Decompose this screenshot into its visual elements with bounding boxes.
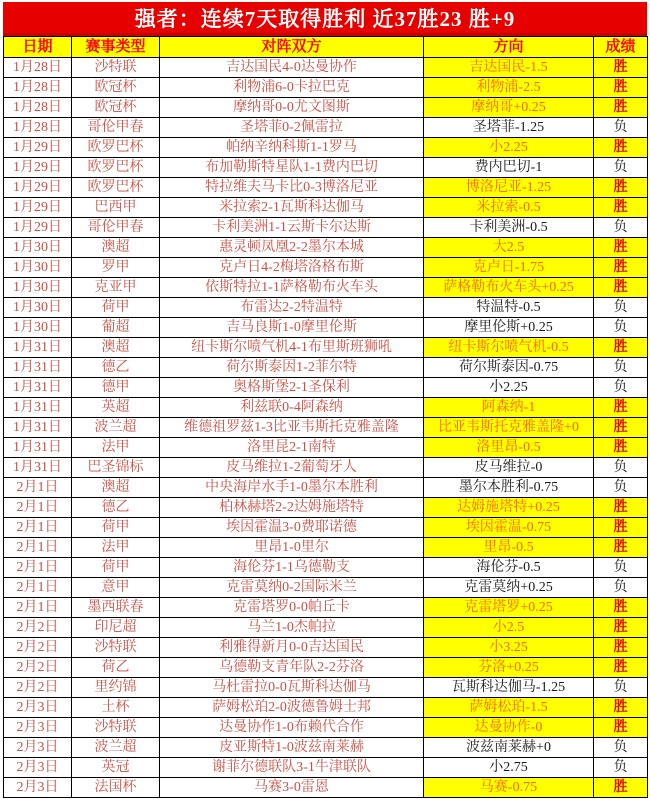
date-cell: 1月28日 [4, 118, 72, 138]
result-cell: 负 [594, 378, 648, 398]
banner [3, 2, 647, 36]
table-row [4, 318, 648, 338]
match-cell: 里昂1-0里尔 [160, 538, 424, 558]
direction-cell: 里昂-0.5 [424, 538, 594, 558]
table-row [4, 58, 648, 78]
result-cell: 负 [594, 578, 648, 598]
direction-cell: 海伦芬-0.5 [424, 558, 594, 578]
date-cell: 1月30日 [4, 238, 72, 258]
table-row [4, 478, 648, 498]
result-cell: 负 [594, 218, 648, 238]
table-row [4, 558, 648, 578]
table-row [4, 718, 648, 738]
match-cell: 谢菲尔德联队3-1牛津联队 [160, 758, 424, 778]
direction-cell: 波兹南莱赫+0 [424, 738, 594, 758]
direction-cell: 达姆施塔特+0.25 [424, 498, 594, 518]
date-cell: 2月3日 [4, 698, 72, 718]
result-cell: 负 [594, 298, 648, 318]
direction-cell: 马赛-0.75 [424, 778, 594, 798]
table-row [4, 78, 648, 98]
league-cell: 欧罗巴杯 [72, 158, 160, 178]
match-cell: 卡利美洲1-1云斯卡尔达斯 [160, 218, 424, 238]
direction-cell: 克卢日-1.75 [424, 258, 594, 278]
date-cell: 1月31日 [4, 458, 72, 478]
match-cell: 利雅得新月0-0吉达国民 [160, 638, 424, 658]
direction-cell: 小2.25 [424, 378, 594, 398]
league-cell: 荷甲 [72, 298, 160, 318]
result-cell: 负 [594, 478, 648, 498]
direction-cell: 萨姆松珀-1.5 [424, 698, 594, 718]
league-cell: 德乙 [72, 498, 160, 518]
direction-cell: 圣塔菲-1.25 [424, 118, 594, 138]
table-row [4, 158, 648, 178]
result-cell: 负 [594, 118, 648, 138]
date-cell: 1月31日 [4, 378, 72, 398]
table-row [4, 258, 648, 278]
direction-cell: 卡利美洲-0.5 [424, 218, 594, 238]
direction-cell: 纽卡斯尔喷气机-0.5 [424, 338, 594, 358]
result-cell: 负 [594, 158, 648, 178]
direction-cell: 特温特-0.5 [424, 298, 594, 318]
match-cell: 萨姆松珀2-0波德鲁姆士邦 [160, 698, 424, 718]
table-row [4, 398, 648, 418]
league-cell: 沙特联 [72, 638, 160, 658]
league-cell: 罗甲 [72, 258, 160, 278]
result-cell: 胜 [594, 718, 648, 738]
league-cell: 澳超 [72, 238, 160, 258]
result-cell: 胜 [594, 618, 648, 638]
banner-title: 强者：连续7天取得胜利 近37胜23 胜+9 [134, 6, 516, 31]
direction-cell: 荷尔斯泰因-0.75 [424, 358, 594, 378]
date-cell: 1月30日 [4, 298, 72, 318]
header-row [4, 37, 648, 58]
direction-cell: 小3.25 [424, 638, 594, 658]
match-cell: 吉马良斯1-0摩里伦斯 [160, 318, 424, 338]
col-header-result: 成绩 [594, 37, 648, 58]
match-cell: 布雷达2-2特温特 [160, 298, 424, 318]
direction-cell: 小2.25 [424, 138, 594, 158]
match-cell: 依斯特拉1-1萨格勒布火车头 [160, 278, 424, 298]
result-cell: 胜 [594, 598, 648, 618]
table-row [4, 218, 648, 238]
direction-cell: 达曼协作-0 [424, 718, 594, 738]
date-cell: 1月28日 [4, 78, 72, 98]
table-body [4, 58, 648, 798]
match-cell: 马赛3-0雷恩 [160, 778, 424, 798]
col-header-date: 日期 [4, 37, 72, 58]
league-cell: 澳超 [72, 478, 160, 498]
table-row [4, 638, 648, 658]
date-cell: 1月29日 [4, 198, 72, 218]
date-cell: 1月31日 [4, 358, 72, 378]
date-cell: 1月28日 [4, 98, 72, 118]
table-row [4, 178, 648, 198]
direction-cell: 比亚韦斯托克雅盖隆+0 [424, 418, 594, 438]
direction-cell: 萨格勒布火车头+0.25 [424, 278, 594, 298]
date-cell: 2月3日 [4, 718, 72, 738]
date-cell: 1月29日 [4, 158, 72, 178]
match-cell: 帕纳辛纳科斯1-1罗马 [160, 138, 424, 158]
match-cell: 中央海岸水手1-0墨尔本胜利 [160, 478, 424, 498]
date-cell: 2月1日 [4, 538, 72, 558]
result-cell: 负 [594, 738, 648, 758]
result-cell: 负 [594, 458, 648, 478]
league-cell: 法甲 [72, 538, 160, 558]
date-cell: 1月29日 [4, 178, 72, 198]
league-cell: 葡超 [72, 318, 160, 338]
table-row [4, 658, 648, 678]
date-cell: 2月1日 [4, 578, 72, 598]
table-row [4, 118, 648, 138]
col-header-league: 赛事类型 [72, 37, 160, 58]
league-cell: 波兰超 [72, 738, 160, 758]
league-cell: 沙特联 [72, 58, 160, 78]
league-cell: 克亚甲 [72, 278, 160, 298]
table-row [4, 418, 648, 438]
table-row [4, 778, 648, 798]
table-row [4, 758, 648, 778]
result-cell: 胜 [594, 778, 648, 798]
date-cell: 2月1日 [4, 558, 72, 578]
direction-cell: 费内巴切-1 [424, 158, 594, 178]
match-cell: 皮亚斯特1-0波兹南莱赫 [160, 738, 424, 758]
date-cell: 1月30日 [4, 258, 72, 278]
match-cell: 海伦芬1-1乌德勒支 [160, 558, 424, 578]
direction-cell: 小2.5 [424, 618, 594, 638]
league-cell: 巴圣锦标 [72, 458, 160, 478]
date-cell: 2月3日 [4, 738, 72, 758]
league-cell: 意甲 [72, 578, 160, 598]
result-cell: 胜 [594, 438, 648, 458]
league-cell: 沙特联 [72, 718, 160, 738]
result-cell: 胜 [594, 98, 648, 118]
date-cell: 1月31日 [4, 398, 72, 418]
match-cell: 摩纳哥0-0尤文图斯 [160, 98, 424, 118]
col-header-match: 对阵双方 [160, 37, 424, 58]
league-cell: 欧冠杯 [72, 98, 160, 118]
match-cell: 圣塔菲0-2佩雷拉 [160, 118, 424, 138]
league-cell: 欧罗巴杯 [72, 178, 160, 198]
direction-cell: 芬洛+0.25 [424, 658, 594, 678]
league-cell: 澳超 [72, 338, 160, 358]
league-cell: 荷乙 [72, 658, 160, 678]
date-cell: 2月1日 [4, 518, 72, 538]
match-cell: 马杜雷拉0-0瓦斯科达伽马 [160, 678, 424, 698]
table-row [4, 678, 648, 698]
match-cell: 纽卡斯尔喷气机4-1布里斯班狮吼 [160, 338, 424, 358]
league-cell: 巴西甲 [72, 198, 160, 218]
result-cell: 负 [594, 358, 648, 378]
direction-cell: 阿森纳-1 [424, 398, 594, 418]
direction-cell: 埃因霍温-0.75 [424, 518, 594, 538]
date-cell: 2月2日 [4, 618, 72, 638]
table-row [4, 338, 648, 358]
date-cell: 2月2日 [4, 638, 72, 658]
league-cell: 欧冠杯 [72, 78, 160, 98]
table-row [4, 618, 648, 638]
league-cell: 荷甲 [72, 558, 160, 578]
direction-cell: 大2.5 [424, 238, 594, 258]
match-cell: 克卢日4-2梅塔洛格布斯 [160, 258, 424, 278]
match-cell: 利兹联0-4阿森纳 [160, 398, 424, 418]
result-cell: 负 [594, 678, 648, 698]
direction-cell: 博洛尼亚-1.25 [424, 178, 594, 198]
league-cell: 墨西联春 [72, 598, 160, 618]
direction-cell: 利物浦-2.5 [424, 78, 594, 98]
result-cell: 胜 [594, 418, 648, 438]
result-cell: 负 [594, 318, 648, 338]
date-cell: 1月30日 [4, 318, 72, 338]
direction-cell: 摩纳哥+0.25 [424, 98, 594, 118]
direction-cell: 墨尔本胜利-0.75 [424, 478, 594, 498]
table-row [4, 198, 648, 218]
match-cell: 利物浦6-0卡拉巴克 [160, 78, 424, 98]
table-row [4, 438, 648, 458]
direction-cell: 米拉索-0.5 [424, 198, 594, 218]
league-cell: 欧罗巴杯 [72, 138, 160, 158]
result-cell: 胜 [594, 698, 648, 718]
table-row [4, 738, 648, 758]
table-row [4, 378, 648, 398]
table-row [4, 358, 648, 378]
league-cell: 法甲 [72, 438, 160, 458]
result-cell: 负 [594, 758, 648, 778]
result-cell: 胜 [594, 58, 648, 78]
table-row [4, 538, 648, 558]
table-row [4, 498, 648, 518]
date-cell: 1月29日 [4, 218, 72, 238]
table-row [4, 578, 648, 598]
league-cell: 英冠 [72, 758, 160, 778]
match-cell: 皮马维拉1-2葡萄牙人 [160, 458, 424, 478]
direction-cell: 皮马维拉-0 [424, 458, 594, 478]
date-cell: 1月30日 [4, 278, 72, 298]
result-cell: 胜 [594, 338, 648, 358]
direction-cell: 瓦斯科达伽马-1.25 [424, 678, 594, 698]
match-cell: 埃因霍温3-0费耶诺德 [160, 518, 424, 538]
direction-cell: 吉达国民-1.5 [424, 58, 594, 78]
result-cell: 负 [594, 558, 648, 578]
match-cell: 布加勒斯特星队1-1费内巴切 [160, 158, 424, 178]
table-row [4, 518, 648, 538]
table-row [4, 278, 648, 298]
league-cell: 里约锦 [72, 678, 160, 698]
league-cell: 哥伦甲春 [72, 118, 160, 138]
result-cell: 胜 [594, 498, 648, 518]
match-cell: 克雷莫纳0-2国际米兰 [160, 578, 424, 598]
result-cell: 胜 [594, 518, 648, 538]
date-cell: 2月1日 [4, 478, 72, 498]
date-cell: 2月2日 [4, 658, 72, 678]
date-cell: 2月2日 [4, 678, 72, 698]
match-cell: 米拉索2-1瓦斯科达伽马 [160, 198, 424, 218]
direction-cell: 克雷莫纳+0.25 [424, 578, 594, 598]
result-cell: 胜 [594, 78, 648, 98]
table-row [4, 138, 648, 158]
league-cell: 印尼超 [72, 618, 160, 638]
result-cell: 胜 [594, 138, 648, 158]
direction-cell: 摩里伦斯+0.25 [424, 318, 594, 338]
date-cell: 2月1日 [4, 598, 72, 618]
table-row [4, 598, 648, 618]
date-cell: 1月31日 [4, 418, 72, 438]
table-row [4, 458, 648, 478]
result-cell: 胜 [594, 278, 648, 298]
league-cell: 土杯 [72, 698, 160, 718]
date-cell: 2月1日 [4, 498, 72, 518]
direction-cell: 小2.75 [424, 758, 594, 778]
col-header-direction: 方向 [424, 37, 594, 58]
result-cell: 胜 [594, 198, 648, 218]
league-cell: 哥伦甲春 [72, 218, 160, 238]
match-cell: 洛里昆2-1南特 [160, 438, 424, 458]
league-cell: 德乙 [72, 358, 160, 378]
match-cell: 维德祖罗兹1-3比亚韦斯托克雅盖隆 [160, 418, 424, 438]
match-cell: 吉达国民4-0达曼协作 [160, 58, 424, 78]
result-cell: 胜 [594, 398, 648, 418]
match-cell: 克雷塔罗0-0帕丘卡 [160, 598, 424, 618]
match-cell: 乌德勒支青年队2-2芬洛 [160, 658, 424, 678]
result-cell: 胜 [594, 258, 648, 278]
match-cell: 柏林赫塔2-2达姆施塔特 [160, 498, 424, 518]
table-row [4, 98, 648, 118]
results-table [3, 36, 648, 798]
date-cell: 1月31日 [4, 438, 72, 458]
match-cell: 惠灵顿凤凰2-2墨尔本城 [160, 238, 424, 258]
league-cell: 法国杯 [72, 778, 160, 798]
match-cell: 达曼协作1-0布赖代合作 [160, 718, 424, 738]
league-cell: 英超 [72, 398, 160, 418]
result-cell: 胜 [594, 238, 648, 258]
result-cell: 胜 [594, 538, 648, 558]
date-cell: 1月29日 [4, 138, 72, 158]
direction-cell: 克雷塔罗+0.25 [424, 598, 594, 618]
date-cell: 2月3日 [4, 778, 72, 798]
match-cell: 奥格斯堡2-1圣保利 [160, 378, 424, 398]
league-cell: 荷甲 [72, 518, 160, 538]
result-cell: 胜 [594, 638, 648, 658]
league-cell: 波兰超 [72, 418, 160, 438]
result-cell: 胜 [594, 178, 648, 198]
date-cell: 1月28日 [4, 58, 72, 78]
date-cell: 1月31日 [4, 338, 72, 358]
table-row [4, 698, 648, 718]
date-cell: 2月3日 [4, 758, 72, 778]
match-cell: 荷尔斯泰因1-2菲尔特 [160, 358, 424, 378]
league-cell: 德甲 [72, 378, 160, 398]
result-cell: 胜 [594, 658, 648, 678]
match-cell: 特拉维夫马卡比0-3博洛尼亚 [160, 178, 424, 198]
table-row [4, 298, 648, 318]
table-row [4, 238, 648, 258]
match-cell: 马兰1-0杰帕拉 [160, 618, 424, 638]
direction-cell: 洛里昂-0.5 [424, 438, 594, 458]
